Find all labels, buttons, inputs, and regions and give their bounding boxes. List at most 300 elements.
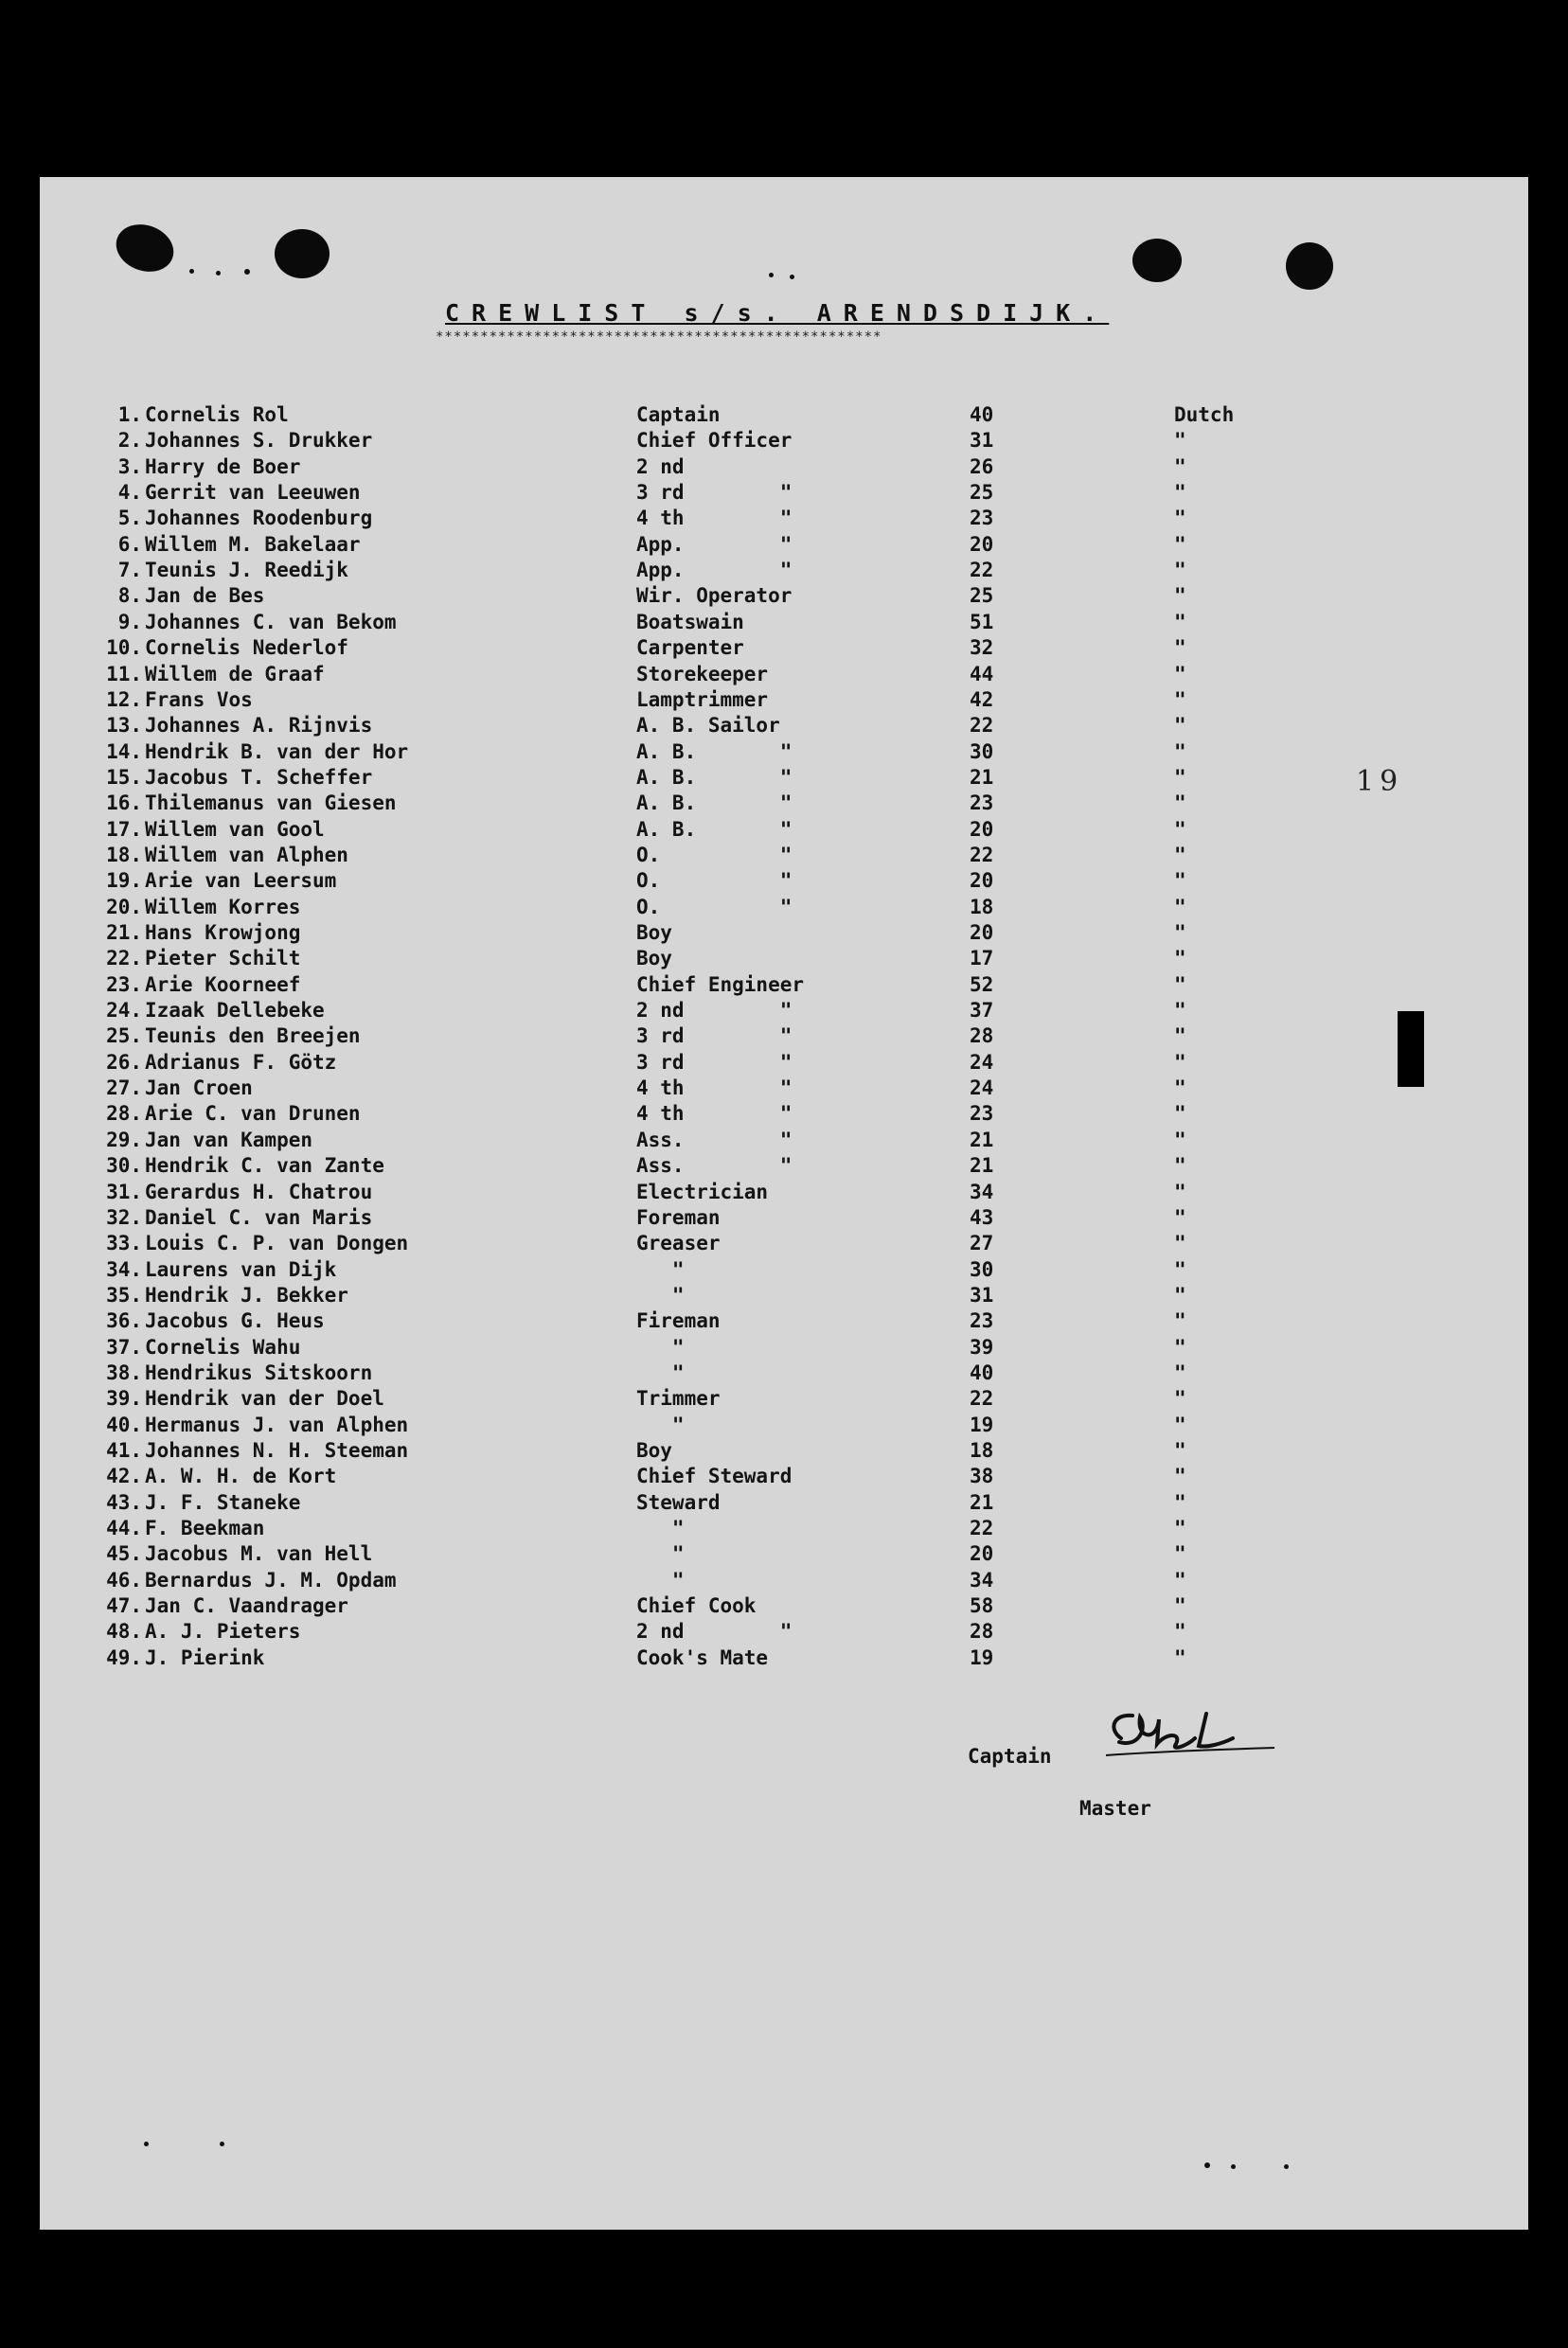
- crew-age: 34: [970, 1569, 994, 1592]
- crew-nationality: ": [1174, 1154, 1186, 1177]
- crew-age: 39: [970, 1336, 994, 1359]
- crew-number: 4.: [117, 481, 142, 504]
- crew-nationality: ": [1174, 1309, 1186, 1332]
- crew-nationality: ": [1174, 584, 1186, 607]
- crew-age: 18: [970, 896, 994, 918]
- crew-name: Gerrit van Leeuwen: [145, 481, 361, 504]
- crew-number: 47.: [106, 1594, 142, 1617]
- crew-name: Cornelis Wahu: [145, 1336, 301, 1359]
- crew-nationality: ": [1174, 663, 1186, 685]
- crew-age: 28: [970, 1620, 994, 1643]
- crew-number: 16.: [106, 792, 142, 814]
- crew-name: Hans Krowjong: [145, 921, 301, 944]
- crew-rank: A. B. ": [636, 740, 793, 763]
- crew-name: Johannes A. Rijnvis: [145, 714, 373, 737]
- crew-number: 13.: [106, 714, 142, 737]
- crew-row: [0, 584, 1326, 610]
- crew-nationality: ": [1174, 1414, 1186, 1436]
- crew-row: [0, 1465, 1326, 1490]
- crew-number: 19.: [106, 869, 142, 892]
- crew-age: 31: [970, 1284, 994, 1307]
- crew-nationality: ": [1174, 1569, 1186, 1592]
- crew-age: 31: [970, 429, 994, 452]
- speck: [790, 275, 794, 279]
- crew-age: 26: [970, 455, 994, 478]
- crew-age: 37: [970, 999, 994, 1022]
- crew-nationality: ": [1174, 1336, 1186, 1359]
- crew-rank: 4 th ": [636, 1076, 793, 1099]
- crew-nationality: ": [1174, 1258, 1186, 1281]
- crew-row: [0, 1387, 1326, 1413]
- crew-nationality: ": [1174, 792, 1186, 814]
- crew-number: 34.: [106, 1258, 142, 1281]
- crew-number: 39.: [106, 1387, 142, 1410]
- crew-nationality: ": [1174, 1491, 1186, 1514]
- crew-name: Willem de Graaf: [145, 663, 325, 685]
- crew-row: [0, 1491, 1326, 1517]
- crew-rank: 3 rd ": [636, 481, 793, 504]
- crew-rank: Electrician: [636, 1181, 769, 1203]
- crew-rank: O. ": [636, 896, 793, 918]
- crew-age: 19: [970, 1646, 994, 1669]
- crew-name: A. W. H. de Kort: [145, 1465, 337, 1487]
- crew-row: [0, 1129, 1326, 1154]
- crew-number: 36.: [106, 1309, 142, 1332]
- crew-name: Harry de Boer: [145, 455, 301, 478]
- crew-nationality: ": [1174, 1387, 1186, 1410]
- crew-nationality: ": [1174, 1517, 1186, 1539]
- crew-rank: Wir. Operator: [636, 584, 793, 607]
- crew-number: 12.: [106, 688, 142, 711]
- crew-name: Arie C. van Drunen: [145, 1102, 361, 1125]
- crew-rank: Foreman: [636, 1206, 721, 1229]
- crew-row: [0, 1258, 1326, 1284]
- crew-age: 25: [970, 584, 994, 607]
- crew-age: 51: [970, 611, 994, 633]
- crew-age: 20: [970, 921, 994, 944]
- crew-row: [0, 1361, 1326, 1387]
- crew-rank: Boatswain: [636, 611, 744, 633]
- crew-nationality: ": [1174, 1439, 1186, 1462]
- crew-age: 24: [970, 1051, 994, 1074]
- crew-age: 23: [970, 1102, 994, 1125]
- crew-row: [0, 844, 1326, 869]
- crew-name: Teunis den Breejen: [145, 1024, 361, 1047]
- crew-name: Jacobus M. van Hell: [145, 1542, 373, 1565]
- crew-age: 25: [970, 481, 994, 504]
- crew-number: 10.: [106, 636, 142, 659]
- crew-row: [0, 1542, 1326, 1568]
- crew-row: [0, 1439, 1326, 1465]
- crew-row: [0, 1620, 1326, 1645]
- crew-name: Hendrikus Sitskoorn: [145, 1361, 373, 1384]
- crew-row: [0, 1646, 1326, 1672]
- crew-name: Jacobus G. Heus: [145, 1309, 325, 1332]
- punch-hole-right-2: [1286, 242, 1333, 290]
- crew-nationality: ": [1174, 1051, 1186, 1074]
- crew-age: 19: [970, 1414, 994, 1436]
- crew-number: 37.: [106, 1336, 142, 1359]
- crew-name: A. J. Pieters: [145, 1620, 301, 1643]
- crew-nationality: ": [1174, 1232, 1186, 1254]
- crew-age: 42: [970, 688, 994, 711]
- crew-rank: 3 rd ": [636, 1051, 793, 1074]
- crew-row: [0, 403, 1326, 429]
- crew-number: 15.: [106, 766, 142, 789]
- crew-nationality: ": [1174, 1620, 1186, 1643]
- crew-name: Johannes N. H. Steeman: [145, 1439, 409, 1462]
- crew-number: 29.: [106, 1129, 142, 1151]
- crew-rank: 4 th ": [636, 1102, 793, 1125]
- crew-age: 17: [970, 947, 994, 969]
- crew-age: 58: [970, 1594, 994, 1617]
- crew-number: 41.: [106, 1439, 142, 1462]
- crew-number: 35.: [106, 1284, 142, 1307]
- crew-row: [0, 1309, 1326, 1335]
- crew-row: [0, 896, 1326, 921]
- crew-rank: ": [636, 1517, 685, 1539]
- crew-age: 21: [970, 1129, 994, 1151]
- crew-number: 44.: [106, 1517, 142, 1539]
- crew-age: 23: [970, 1309, 994, 1332]
- crew-rank: A. B. ": [636, 766, 793, 789]
- crew-rank: Storekeeper: [636, 663, 769, 685]
- crew-age: 22: [970, 1387, 994, 1410]
- crew-name: Louis C. P. van Dongen: [145, 1232, 409, 1254]
- crew-number: 6.: [117, 533, 142, 556]
- crew-row: [0, 1336, 1326, 1361]
- crew-nationality: ": [1174, 844, 1186, 866]
- crew-name: Jan van Kampen: [145, 1129, 313, 1151]
- crew-number: 23.: [106, 973, 142, 996]
- crew-age: 52: [970, 973, 994, 996]
- crew-nationality: ": [1174, 611, 1186, 633]
- crew-row: [0, 1517, 1326, 1542]
- crew-nationality: ": [1174, 636, 1186, 659]
- crew-row: [0, 663, 1326, 688]
- crew-rank: 4 th ": [636, 507, 793, 529]
- crew-nationality: ": [1174, 1542, 1186, 1565]
- crew-number: 22.: [106, 947, 142, 969]
- crew-age: 28: [970, 1024, 994, 1047]
- crew-name: Pieter Schilt: [145, 947, 301, 969]
- crew-number: 49.: [106, 1646, 142, 1669]
- crew-rank: App. ": [636, 559, 793, 581]
- crew-row: [0, 455, 1326, 481]
- crew-number: 32.: [106, 1206, 142, 1229]
- crew-nationality: ": [1174, 688, 1186, 711]
- crew-number: 3.: [117, 455, 142, 478]
- crew-rank: 2 nd ": [636, 1620, 793, 1643]
- crew-name: Cornelis Rol: [145, 403, 289, 426]
- crew-number: 28.: [106, 1102, 142, 1125]
- speck: [1204, 2162, 1210, 2168]
- crew-name: Bernardus J. M. Opdam: [145, 1569, 397, 1592]
- crew-row: [0, 740, 1326, 766]
- crew-nationality: ": [1174, 766, 1186, 789]
- crew-name: Jacobus T. Scheffer: [145, 766, 373, 789]
- crew-rank: Chief Cook: [636, 1594, 757, 1617]
- crew-rank: O. ": [636, 844, 793, 866]
- crew-number: 5.: [117, 507, 142, 529]
- crew-number: 2.: [117, 429, 142, 452]
- crew-age: 20: [970, 818, 994, 841]
- crew-row: [0, 973, 1326, 999]
- crew-row: [0, 507, 1326, 532]
- crew-name: Johannes S. Drukker: [145, 429, 373, 452]
- crew-number: 8.: [117, 584, 142, 607]
- crew-row: [0, 481, 1326, 507]
- crew-rank: App. ": [636, 533, 793, 556]
- crew-age: 21: [970, 1491, 994, 1514]
- crew-rank: Chief Engineer: [636, 973, 805, 996]
- crew-row: [0, 1284, 1326, 1309]
- crew-nationality: ": [1174, 1102, 1186, 1125]
- crew-number: 7.: [117, 559, 142, 581]
- crew-rank: Captain: [636, 403, 721, 426]
- crew-name: Willem van Gool: [145, 818, 325, 841]
- crew-age: 20: [970, 533, 994, 556]
- crew-nationality: ": [1174, 559, 1186, 581]
- crew-age: 30: [970, 1258, 994, 1281]
- crew-row: [0, 1569, 1326, 1594]
- crew-row: [0, 533, 1326, 559]
- crew-age: 21: [970, 1154, 994, 1177]
- crew-rank: 3 rd ": [636, 1024, 793, 1047]
- crew-number: 1.: [117, 403, 142, 426]
- page-number: 19: [1356, 765, 1404, 798]
- crew-age: 22: [970, 1517, 994, 1539]
- crew-nationality: ": [1174, 973, 1186, 996]
- crew-rank: 2 nd ": [636, 999, 793, 1022]
- crew-rank: Chief Officer: [636, 429, 793, 452]
- crew-age: 22: [970, 559, 994, 581]
- crew-rank: A. B. ": [636, 818, 793, 841]
- crew-number: 45.: [106, 1542, 142, 1565]
- crew-row: [0, 1051, 1326, 1076]
- crew-row: [0, 1206, 1326, 1232]
- crew-row: [0, 947, 1326, 972]
- crew-rank: Ass. ": [636, 1129, 793, 1151]
- crew-rank: ": [636, 1414, 685, 1436]
- crew-age: 18: [970, 1439, 994, 1462]
- speck: [189, 269, 194, 274]
- crew-rank: Boy: [636, 947, 672, 969]
- crew-name: Willem Korres: [145, 896, 301, 918]
- crew-name: Jan Croen: [145, 1076, 253, 1099]
- crew-name: Arie Koorneef: [145, 973, 301, 996]
- crew-age: 32: [970, 636, 994, 659]
- speck: [1284, 2164, 1289, 2169]
- crew-nationality: ": [1174, 740, 1186, 763]
- crew-nationality: ": [1174, 1076, 1186, 1099]
- captain-label: Captain: [968, 1745, 1052, 1768]
- crew-age: 20: [970, 1542, 994, 1565]
- speck: [144, 2142, 149, 2146]
- crew-nationality: ": [1174, 533, 1186, 556]
- crew-name: Hendrik van der Doel: [145, 1387, 384, 1410]
- crew-row: [0, 792, 1326, 817]
- master-label: Master: [1079, 1797, 1151, 1820]
- crew-nationality: ": [1174, 481, 1186, 504]
- crew-name: Johannes C. van Bekom: [145, 611, 397, 633]
- captain-signature: [1100, 1700, 1280, 1776]
- crew-rank: Carpenter: [636, 636, 744, 659]
- speck: [244, 269, 250, 275]
- crew-age: 21: [970, 766, 994, 789]
- crew-age: 40: [970, 1361, 994, 1384]
- crew-nationality: ": [1174, 921, 1186, 944]
- crew-row: [0, 869, 1326, 895]
- crew-age: 23: [970, 792, 994, 814]
- crew-nationality: ": [1174, 1206, 1186, 1229]
- crew-rank: ": [636, 1569, 685, 1592]
- crew-row: [0, 999, 1326, 1024]
- crew-row: [0, 1414, 1326, 1439]
- crew-nationality: ": [1174, 1181, 1186, 1203]
- crew-name: Adrianus F. Götz: [145, 1051, 337, 1074]
- crew-nationality: ": [1174, 1594, 1186, 1617]
- crew-number: 24.: [106, 999, 142, 1022]
- crew-name: F. Beekman: [145, 1517, 265, 1539]
- crew-nationality: ": [1174, 1129, 1186, 1151]
- crew-name: Willem M. Bakelaar: [145, 533, 361, 556]
- crew-number: 25.: [106, 1024, 142, 1047]
- crew-name: Gerardus H. Chatrou: [145, 1181, 373, 1203]
- crew-nationality: ": [1174, 507, 1186, 529]
- crew-rank: O. ": [636, 869, 793, 892]
- crew-nationality: ": [1174, 1284, 1186, 1307]
- crew-row: [0, 1232, 1326, 1257]
- crew-age: 20: [970, 869, 994, 892]
- crew-rank: Chief Steward: [636, 1465, 793, 1487]
- speck: [1231, 2164, 1236, 2169]
- speck: [216, 271, 221, 276]
- crew-nationality: ": [1174, 1646, 1186, 1669]
- crew-number: 31.: [106, 1181, 142, 1203]
- crew-number: 9.: [117, 611, 142, 633]
- crew-number: 17.: [106, 818, 142, 841]
- crew-nationality: ": [1174, 947, 1186, 969]
- crew-age: 22: [970, 714, 994, 737]
- crew-rank: Boy: [636, 1439, 672, 1462]
- crew-row: [0, 766, 1326, 792]
- crew-name: Jan de Bes: [145, 584, 265, 607]
- crew-name: Teunis J. Reedijk: [145, 559, 348, 581]
- crew-number: 11.: [106, 663, 142, 685]
- crew-rank: ": [636, 1258, 685, 1281]
- crew-rank: ": [636, 1361, 685, 1384]
- crew-age: 38: [970, 1465, 994, 1487]
- crew-name: Izaak Dellebeke: [145, 999, 325, 1022]
- crew-name: Johannes Roodenburg: [145, 507, 373, 529]
- crew-name: Frans Vos: [145, 688, 253, 711]
- crew-nationality: ": [1174, 1465, 1186, 1487]
- speck: [220, 2142, 224, 2146]
- crew-rank: A. B. Sailor: [636, 714, 780, 737]
- crew-name: Laurens van Dijk: [145, 1258, 337, 1281]
- crew-row: [0, 636, 1326, 662]
- crew-age: 40: [970, 403, 994, 426]
- crew-row: [0, 1024, 1326, 1050]
- crew-nationality: ": [1174, 896, 1186, 918]
- crew-nationality: ": [1174, 869, 1186, 892]
- crew-rank: ": [636, 1336, 685, 1359]
- title-underline-stars: **************************************************: [436, 329, 882, 345]
- crew-nationality: ": [1174, 818, 1186, 841]
- crew-name: Hermanus J. van Alphen: [145, 1414, 409, 1436]
- crew-age: 44: [970, 663, 994, 685]
- crew-nationality: ": [1174, 1024, 1186, 1047]
- crew-number: 27.: [106, 1076, 142, 1099]
- crew-row: [0, 688, 1326, 714]
- crew-rank: Steward: [636, 1491, 721, 1514]
- crew-row: [0, 611, 1326, 636]
- crew-number: 48.: [106, 1620, 142, 1643]
- crew-name: Jan C. Vaandrager: [145, 1594, 348, 1617]
- crew-age: 43: [970, 1206, 994, 1229]
- crew-name: J. Pierink: [145, 1646, 265, 1669]
- crew-age: 22: [970, 844, 994, 866]
- crew-number: 26.: [106, 1051, 142, 1074]
- crew-number: 30.: [106, 1154, 142, 1177]
- crew-number: 20.: [106, 896, 142, 918]
- crew-number: 46.: [106, 1569, 142, 1592]
- crew-nationality: ": [1174, 455, 1186, 478]
- document-title: CREWLIST s/s. ARENDSDIJK.: [445, 299, 1110, 327]
- crew-row: [0, 1594, 1326, 1620]
- crew-name: Hendrik J. Bekker: [145, 1284, 348, 1307]
- crew-name: Daniel C. van Maris: [145, 1206, 373, 1229]
- crew-rank: ": [636, 1284, 685, 1307]
- crew-rank: Lamptrimmer: [636, 688, 769, 711]
- crew-nationality: ": [1174, 714, 1186, 737]
- crew-row: [0, 429, 1326, 454]
- crew-age: 27: [970, 1232, 994, 1254]
- crew-nationality: ": [1174, 1361, 1186, 1384]
- crew-number: 33.: [106, 1232, 142, 1254]
- crew-age: 34: [970, 1181, 994, 1203]
- crew-nationality: ": [1174, 999, 1186, 1022]
- punch-hole-left-2: [275, 229, 330, 278]
- crew-name: Willem van Alphen: [145, 844, 348, 866]
- speck: [769, 273, 774, 277]
- crew-name: J. F. Staneke: [145, 1491, 301, 1514]
- crew-row: [0, 1076, 1326, 1102]
- crew-rank: Cook's Mate: [636, 1646, 769, 1669]
- crew-rank: ": [636, 1542, 685, 1565]
- crew-row: [0, 1181, 1326, 1206]
- crew-row: [0, 921, 1326, 947]
- crew-rank: A. B. ": [636, 792, 793, 814]
- crew-number: 14.: [106, 740, 142, 763]
- crew-number: 40.: [106, 1414, 142, 1436]
- punch-hole-right-1: [1132, 239, 1182, 282]
- crew-nationality: ": [1174, 429, 1186, 452]
- crew-row: [0, 714, 1326, 739]
- crew-name: Cornelis Nederlof: [145, 636, 348, 659]
- crew-age: 30: [970, 740, 994, 763]
- crew-number: 43.: [106, 1491, 142, 1514]
- crew-number: 18.: [106, 844, 142, 866]
- crew-age: 23: [970, 507, 994, 529]
- crew-name: Arie van Leersum: [145, 869, 337, 892]
- crew-name: Hendrik B. van der Hor: [145, 740, 409, 763]
- crew-number: 21.: [106, 921, 142, 944]
- crew-row: [0, 818, 1326, 844]
- crew-name: Thilemanus van Giesen: [145, 792, 397, 814]
- crew-number: 38.: [106, 1361, 142, 1384]
